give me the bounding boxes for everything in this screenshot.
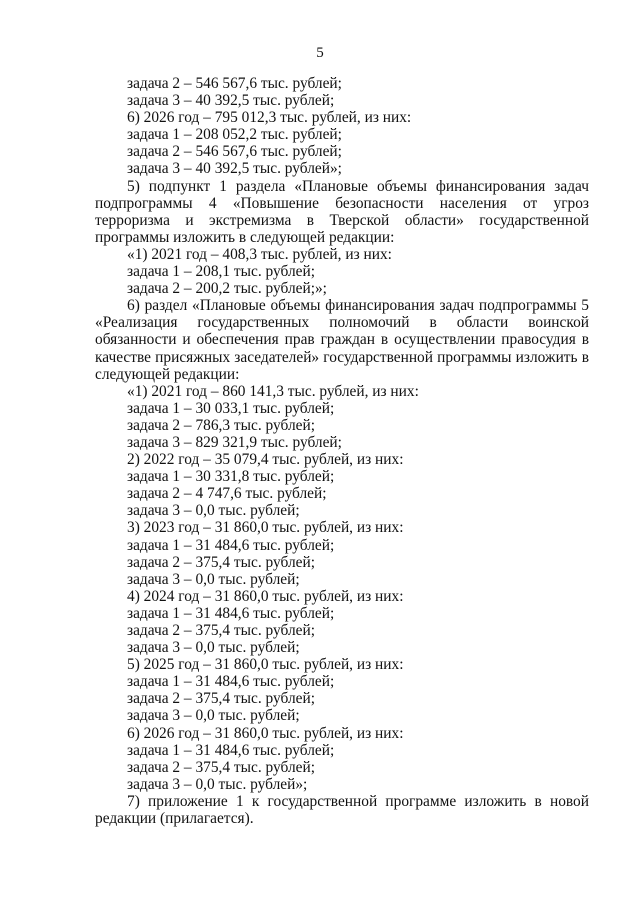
list-item: задача 3 – 0,0 тыс. рублей»;	[127, 775, 308, 793]
list-item: задача 3 – 0,0 тыс. рублей;	[127, 502, 300, 520]
paragraph-7: 7) приложение 1 к государственной программе изложить в новой редакции (прилагается).	[95, 792, 589, 828]
list-item: задача 3 – 0,0 тыс. рублей;	[127, 570, 300, 588]
list-item: задача 2 – 546 567,6 тыс. рублей;	[127, 143, 342, 161]
list-item: задача 1 – 30 033,1 тыс. рублей;	[127, 399, 335, 417]
list-item: 5) 2025 год – 31 860,0 тыс. рублей, из них:	[127, 656, 404, 674]
page-number: 5	[316, 45, 324, 61]
list-item: 3) 2023 год – 31 860,0 тыс. рублей, из них:	[127, 519, 404, 537]
list-item: задача 2 – 375,4 тыс. рублей;	[127, 758, 315, 776]
list-item: задача 3 – 40 392,5 тыс. рублей»;	[127, 160, 342, 178]
list-item: задача 1 – 208 052,2 тыс. рублей;	[127, 126, 342, 144]
list-item: задача 3 – 0,0 тыс. рублей;	[127, 707, 300, 725]
list-item: задача 2 – 786,3 тыс. рублей;	[127, 416, 315, 434]
list-item: задача 2 – 375,4 тыс. рублей;	[127, 553, 315, 571]
list-item: 6) 2026 год – 795 012,3 тыс. рублей, из них:	[127, 109, 412, 127]
list-item: задача 2 – 546 567,6 тыс. рублей;	[127, 75, 342, 92]
list-item: задача 1 – 31 484,6 тыс. рублей;	[127, 673, 335, 691]
list-item: «1) 2021 год – 408,3 тыс. рублей, из них:	[127, 245, 392, 263]
paragraph-5: 5) подпункт 1 раздела «Плановые объемы финансирования задач подпрограммы 4 «Повышение безопасности населения от угроз терроризма и экстремизма в Тверской области» государственной программы изложить в следующей редакции:	[95, 177, 589, 246]
list-item: задача 3 – 0,0 тыс. рублей;	[127, 639, 300, 657]
list-item: задача 1 – 30 331,8 тыс. рублей;	[127, 468, 335, 486]
document-body	[95, 75, 589, 827]
list-item: задача 2 – 375,4 тыс. рублей;	[127, 690, 315, 708]
list-item: задача 1 – 208,1 тыс. рублей;	[127, 263, 315, 281]
list-item: задача 2 – 4 747,6 тыс. рублей;	[127, 485, 327, 503]
list-item: задача 1 – 31 484,6 тыс. рублей;	[127, 536, 335, 554]
list-item: задача 2 – 375,4 тыс. рублей;	[127, 622, 315, 639]
list-item: задача 3 – 40 392,5 тыс. рублей;	[127, 92, 335, 110]
list-item: задача 2 – 200,2 тыс. рублей;»;	[127, 280, 327, 298]
list-item: задача 1 – 31 484,6 тыс. рублей;	[127, 741, 335, 759]
list-item: 6) 2026 год – 31 860,0 тыс. рублей, из них:	[127, 724, 404, 742]
list-item: задача 3 – 829 321,9 тыс. рублей;	[127, 433, 342, 451]
list-item: «1) 2021 год – 860 141,3 тыс. рублей, из них:	[127, 382, 419, 400]
list-item: 4) 2024 год – 31 860,0 тыс. рублей, из них:	[127, 587, 404, 605]
paragraph-6: 6) раздел «Плановые объемы финансирования задач подпрограммы 5 «Реализация государственных полномочий в области воинской обязанности и обеспечения прав граждан в осуществлении правосудия в качестве присяжных заседателей» государственной программы изложить в следующей редакции:	[95, 297, 589, 383]
list-item: задача 1 – 31 484,6 тыс. рублей;	[127, 604, 335, 622]
list-item: 2) 2022 год – 35 079,4 тыс. рублей, из них:	[127, 451, 404, 469]
